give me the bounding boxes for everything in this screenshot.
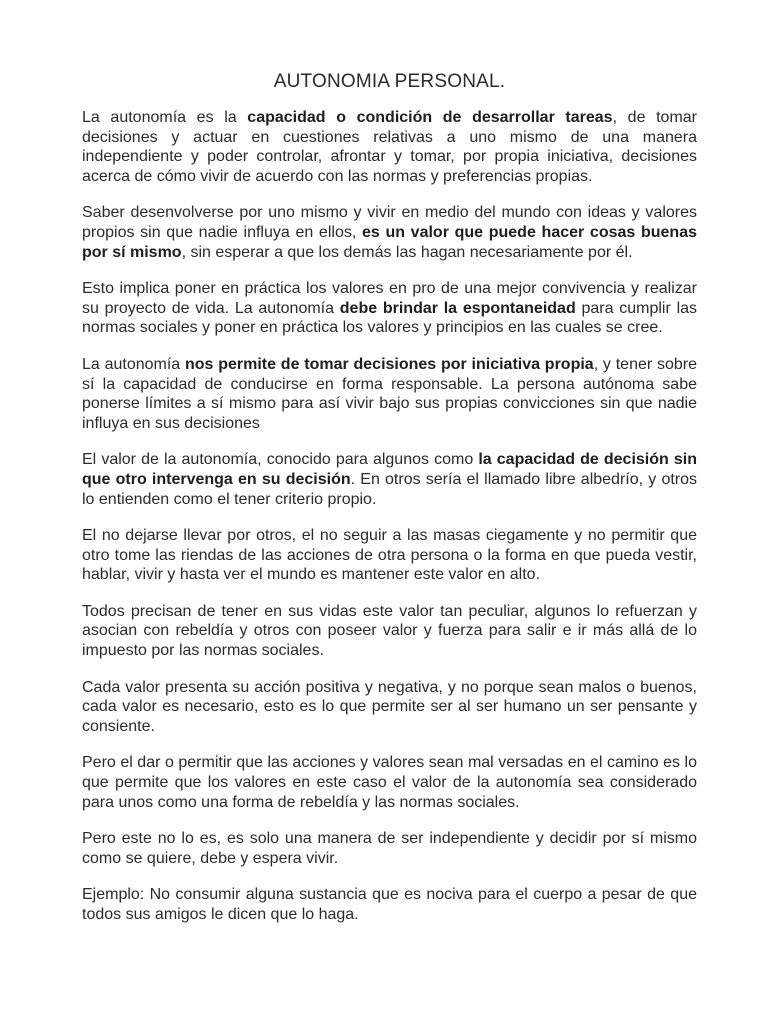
- text-segment: . En otros sería el llamado libre albedrío, y otros lo entienden como el tener criterio propio.: [82, 470, 698, 508]
- text-segment: , sin esperar a que los demás las hagan necesariamente por él.: [181, 243, 633, 261]
- paragraph: [82, 678, 697, 737]
- text-segment: Pero el dar o permitir que las acciones y valores sean mal versadas en el camino es lo que permite que los valores en este caso el valor de la autonomía sea considerado para unos como una forma de rebeldía y las normas sociales.: [82, 754, 697, 811]
- text-segment: para cumplir las normas sociales y poner en práctica los valores y principios en las cuales se cree.: [82, 299, 698, 337]
- text-segment: , y tener sobre sí la capacidad de conducirse en forma responsable. La persona autónoma sabe ponerse límites a sí mismo para así vivir bajo sus propias convicciones sin que nadie influya en sus decisiones: [82, 355, 698, 432]
- paragraph: [82, 203, 697, 262]
- text-segment: Ejemplo: No consumir alguna sustancia que es nociva para el cuerpo a pesar de que todos sus amigos le dicen que lo haga.: [82, 886, 697, 923]
- text-segment: Pero este no lo es, es solo una manera de ser independiente y decidir por sí mismo como se quiere, debe y espera vivir.: [82, 830, 697, 867]
- text-segment: El valor de la autonomía, conocido para algunos como: [82, 451, 479, 469]
- document-body: [82, 108, 697, 925]
- text-segment: La autonomía es la: [82, 109, 248, 126]
- paragraph: [82, 602, 697, 661]
- text-segment: Esto implica poner en práctica los valores en pro de una mejor convivencia y realizar su proyecto de vida. La autonomía: [82, 280, 697, 317]
- text-segment: Saber desenvolverse por uno mismo y vivir en medio del mundo con ideas y valores propios sin que nadie influya en ellos,: [82, 204, 697, 241]
- text-segment: El no dejarse llevar por otros, el no seguir a las masas ciegamente y no permitir que otro tome las riendas de las acciones de otra persona o la forma en que pueda vestir, hablar, vivir y hasta ver el mundo es mantener este valor en alto.: [82, 527, 697, 584]
- document-page: [82, 70, 697, 942]
- paragraph: [82, 526, 697, 585]
- paragraph: [82, 753, 697, 812]
- paragraph: [82, 885, 697, 924]
- bold-text: es un valor que puede hacer cosas buenas por sí mismo: [82, 223, 697, 261]
- page-title: AUTONOMIA PERSONAL.: [273, 71, 506, 92]
- paragraph: [82, 355, 697, 433]
- paragraph: [82, 829, 697, 868]
- bold-text: la capacidad de decisión sin que otro intervenga en su decisión: [82, 451, 698, 488]
- bold-text: debe brindar la espontaneidad: [339, 299, 576, 317]
- bold-text: nos permite de tomar decisiones por iniciativa propia: [184, 355, 594, 373]
- paragraph: [82, 450, 697, 509]
- text-segment: La autonomía: [82, 355, 185, 373]
- paragraph: [82, 108, 697, 186]
- text-segment: Cada valor presenta su acción positiva y negativa, y no porque sean malos o buenos, cada valor es necesario, esto es lo que permite ser al ser humano un ser pensante y consiente.: [82, 678, 697, 735]
- text-segment: , de tomar decisiones y actuar en cuestiones relativas a uno mismo de una manera independiente y poder controlar, afrontar y tomar, por propia iniciativa, decisiones acerca de cómo vivir de acuerdo con las normas y preferencias propias.: [82, 109, 698, 185]
- paragraph: [82, 279, 697, 338]
- text-segment: Todos precisan de tener en sus vidas este valor tan peculiar, algunos lo refuerzan y asocian con rebeldía y otros con poseer valor y fuerza para salir e ir más allá de lo impuesto por las normas sociales.: [82, 602, 697, 660]
- bold-text: capacidad o condición de desarrollar tareas: [247, 109, 613, 126]
